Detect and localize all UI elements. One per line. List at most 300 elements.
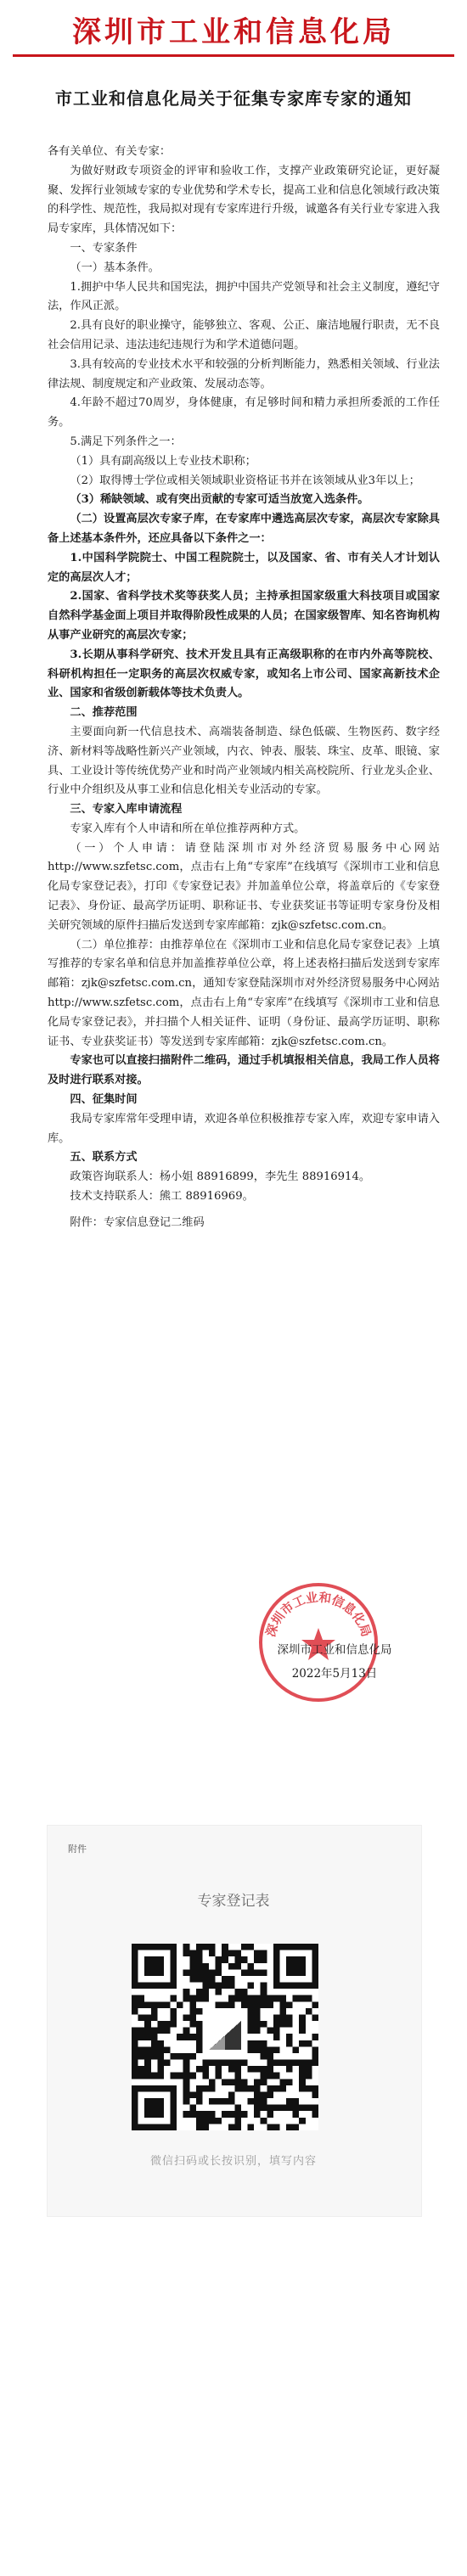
body-paragraph: 专家入库有个人申请和所在单位推荐两种方式。 xyxy=(70,822,306,835)
qr-module xyxy=(228,2091,235,2098)
qr-module xyxy=(299,2105,306,2112)
qr-module xyxy=(234,2111,241,2118)
qr-module xyxy=(261,2053,267,2060)
qr-module xyxy=(273,1995,280,2002)
qr-module xyxy=(299,2040,306,2047)
qr-module xyxy=(144,2098,164,2118)
qr-module xyxy=(254,2105,261,2112)
qr-module xyxy=(254,1995,261,2002)
qr-module xyxy=(254,2111,261,2118)
qr-module xyxy=(216,2060,222,2067)
qr-module xyxy=(254,2028,261,2034)
qr-module xyxy=(138,2034,145,2040)
body-paragraph xyxy=(48,1207,440,1214)
qr-module xyxy=(312,2085,318,2092)
qr-module xyxy=(279,2001,286,2008)
qr-module xyxy=(189,2073,196,2079)
qr-module xyxy=(222,1950,228,1957)
qr-module xyxy=(196,2085,203,2092)
qr-module xyxy=(286,2014,293,2021)
qr-module xyxy=(189,2053,196,2060)
qr-module xyxy=(209,2079,216,2085)
qr-module xyxy=(151,2001,158,2008)
qr-module xyxy=(202,1976,209,1983)
qr-module xyxy=(151,2028,158,2034)
qr-module xyxy=(306,2040,312,2047)
qr-module xyxy=(228,2124,235,2130)
qr-module xyxy=(132,2001,138,2008)
qr-module xyxy=(189,2091,196,2098)
qr-module xyxy=(312,2105,318,2112)
qr-module xyxy=(267,1995,273,2002)
qr-module xyxy=(312,2046,318,2053)
qr-module xyxy=(183,2014,190,2021)
qr-module xyxy=(273,2034,280,2040)
qr-module xyxy=(267,2091,273,2098)
body-paragraph: 一、专家条件 xyxy=(70,241,138,255)
qr-module xyxy=(138,1995,145,2002)
qr-module xyxy=(132,2040,138,2047)
qr-module xyxy=(183,1950,190,1957)
qr-module xyxy=(189,1969,196,1976)
qr-module xyxy=(267,2111,273,2118)
qr-module xyxy=(189,1976,196,1983)
body-paragraph: 专家也可以直接扫描附件二维码，通过手机填报相关信息，我局工作人员将及时进行联系对接。 xyxy=(48,1054,440,1087)
qr-module xyxy=(189,1950,196,1957)
notice-body xyxy=(48,143,440,1233)
qr-module xyxy=(222,2111,228,2118)
qr-module xyxy=(138,2073,145,2079)
qr-module xyxy=(261,1983,267,1990)
qr-module xyxy=(209,1950,216,1957)
qr-module xyxy=(157,2053,164,2060)
qr-module xyxy=(132,2073,138,2079)
qr-module xyxy=(209,2111,216,2118)
qr-module xyxy=(279,2085,286,2092)
qr-module xyxy=(171,2073,177,2079)
qr-module xyxy=(248,2085,255,2092)
qr-module xyxy=(222,2001,228,2008)
qr-module xyxy=(196,2046,203,2053)
body-paragraph: 3.具有较高的专业技术水平和较强的分析判断能力，熟悉相关领域、行业法律法规、制度规定和产业政策、发展动态等。 xyxy=(48,357,440,390)
qr-module xyxy=(132,1995,138,2002)
qr-module xyxy=(216,1956,222,1963)
qr-module xyxy=(273,2046,280,2053)
qr-module xyxy=(306,2073,312,2079)
qr-module xyxy=(222,1983,228,1990)
qr-module xyxy=(267,2053,273,2060)
qr-module xyxy=(254,1969,261,1976)
qr-module xyxy=(306,2066,312,2073)
qr-module xyxy=(144,1956,164,1976)
qr-module xyxy=(248,1963,255,1970)
qr-module xyxy=(286,2001,293,2008)
qr-module xyxy=(202,1969,209,1976)
qr-module xyxy=(248,1983,255,1990)
qr-module xyxy=(177,2001,183,2008)
qr-module xyxy=(254,2008,261,2015)
qr-module xyxy=(279,2008,286,2015)
qr-module xyxy=(164,2046,171,2053)
qr-module xyxy=(144,2060,151,2067)
qr-module xyxy=(144,2001,151,2008)
qr-module xyxy=(254,2021,261,2028)
qr-module xyxy=(261,2105,267,2112)
qr-module xyxy=(202,1963,209,1970)
qr-module xyxy=(254,2091,261,2098)
qr-module xyxy=(273,2105,280,2112)
qr-module xyxy=(132,2028,138,2034)
qr-module xyxy=(286,2066,293,2073)
qr-module xyxy=(202,2060,209,2067)
qr-module xyxy=(293,2111,300,2118)
qr-module xyxy=(241,2001,248,2008)
body-paragraph: 我局专家库常年受理申请，欢迎各单位积极推荐专家入库，欢迎专家申请入库。 xyxy=(48,1112,440,1145)
qr-module xyxy=(151,2040,158,2047)
qr-module xyxy=(234,1956,241,1963)
qr-module xyxy=(293,2060,300,2067)
qr-module xyxy=(202,2118,209,2124)
qr-module xyxy=(216,1983,222,1990)
qr-module xyxy=(241,2079,248,2085)
qr-module xyxy=(241,1944,248,1950)
qr-module xyxy=(202,2085,209,2092)
qr-module xyxy=(222,2098,228,2105)
attachment-tag: 附件 xyxy=(68,1844,87,1855)
qr-module xyxy=(286,1956,306,1976)
qr-module xyxy=(144,2028,151,2034)
qr-module xyxy=(306,2085,312,2092)
qr-module xyxy=(151,2046,158,2053)
qr-module xyxy=(196,2021,203,2028)
body-paragraph: （一）个人申请：请登陆深圳市对外经济贸易服务中心网站http://www.szfetsc.com，点击右上角“专家库”在线填写《深圳市工业和信息化局专家登记表》，打印《专家登记表》并加盖单位公章，将盖章后的《专家登记表》、身份证、最高学历证明、职称证书、专业获奖证书等证明专家身份及相关研究领域的原件扫描后发送到专家库邮箱：zjk@szfetsc.com.cn。 xyxy=(48,841,440,932)
qr-module xyxy=(216,1989,222,1995)
qr-module xyxy=(202,2111,209,2118)
qr-module xyxy=(254,2046,261,2053)
qr-module xyxy=(144,2021,151,2028)
qr-module xyxy=(286,2105,293,2112)
signature-date: 2022年5月13日 xyxy=(291,1667,378,1681)
qr-module xyxy=(196,1969,203,1976)
qr-module xyxy=(209,2098,216,2105)
qr-module xyxy=(254,2066,261,2073)
qr-module xyxy=(196,2040,203,2047)
qr-module xyxy=(177,2073,183,2079)
qr-module xyxy=(273,2028,280,2034)
qr-module xyxy=(202,2073,209,2079)
qr-module xyxy=(171,1995,177,2002)
qr-module xyxy=(286,2079,293,2085)
qr-module xyxy=(234,1950,241,1957)
qr-module xyxy=(216,2073,222,2079)
qr-module xyxy=(132,2060,138,2067)
qr-module xyxy=(222,2079,228,2085)
qr-module xyxy=(299,2060,306,2067)
qr-module xyxy=(196,2066,203,2073)
qr-module xyxy=(196,1995,203,2002)
qr-module xyxy=(228,2001,235,2008)
qr-module xyxy=(234,2118,241,2124)
body-paragraph: 2.国家、省科学技术奖等获奖人员；主持承担国家级重大科技项目或国家自然科学基金面上项目并取得阶段性成果的人员；在国家级智库、知名咨询机构从事产业研究的高层次专家； xyxy=(48,590,440,642)
body-paragraph: 为做好财政专项资金的评审和验收工作，支撑产业政策研究论证，更好凝聚、发挥行业领域专家的专业优势和学术专长，提高工业和信息化领域行政决策的科学性、规范性，我局拟对现有专家库进行升级，诚邀各有关行业专家进入我局专家库，具体情况如下： xyxy=(48,164,440,236)
qr-module xyxy=(138,2014,145,2021)
qr-module xyxy=(234,2066,241,2073)
qr-module xyxy=(273,2073,280,2079)
qr-module xyxy=(196,1976,203,1983)
body-paragraph: 各有关单位、有关专家： xyxy=(48,145,172,158)
qr-module xyxy=(254,2040,261,2047)
qr-module xyxy=(234,2085,241,2092)
masthead xyxy=(0,0,467,61)
qr-module xyxy=(183,2098,190,2105)
qr-module xyxy=(216,2066,222,2073)
qr-module xyxy=(132,2046,138,2053)
qr-module xyxy=(293,2098,300,2105)
qr-module xyxy=(312,2053,318,2060)
body-paragraph: 1.中国科学院院士、中国工程院院士，以及国家、省、市有关人才计划认定的高层次人才； xyxy=(48,551,440,584)
body-paragraph: 四、征集时间 xyxy=(70,1093,138,1107)
body-paragraph: 政策咨询联系人：杨小姐 88916899，李先生 88916914。 xyxy=(70,1170,371,1184)
qr-module xyxy=(248,2046,255,2053)
qr-module xyxy=(261,1950,267,1957)
body-paragraph: 三、专家入库申请流程 xyxy=(70,803,183,817)
qr-module xyxy=(183,1969,190,1976)
qr-module xyxy=(279,1995,286,2002)
qr-module xyxy=(299,1995,306,2002)
body-paragraph: 5.满足下列条件之一： xyxy=(70,435,182,448)
qr-module xyxy=(312,2034,318,2040)
qr-module xyxy=(261,2021,267,2028)
qr-module xyxy=(234,2073,241,2079)
qr-module xyxy=(299,2066,306,2073)
qr-module xyxy=(216,2001,222,2008)
qr-module xyxy=(248,1944,255,1950)
qr-module xyxy=(261,1995,267,2002)
registration-form-title: 专家登记表 xyxy=(197,1893,270,1910)
qr-module xyxy=(261,2091,267,2098)
qr-module xyxy=(138,2053,145,2060)
qr-module xyxy=(189,1963,196,1970)
qr-module xyxy=(183,2111,190,2118)
qr-module xyxy=(151,2014,158,2021)
qr-module xyxy=(183,2079,190,2085)
qr-module xyxy=(209,1944,216,1950)
qr-module xyxy=(299,2085,306,2092)
qr-module xyxy=(222,1976,228,1983)
qr-module xyxy=(228,1963,235,1970)
qr-module xyxy=(183,2028,190,2034)
qr-module xyxy=(132,2053,138,2060)
qr-module xyxy=(248,1995,255,2002)
qr-module xyxy=(189,2001,196,2008)
qr-module xyxy=(164,2021,171,2028)
qr-module xyxy=(151,2034,158,2040)
qr-module xyxy=(228,2060,235,2067)
qr-module xyxy=(222,2060,228,2067)
qr-module xyxy=(306,1995,312,2002)
qr-module xyxy=(273,2014,280,2021)
qr-module xyxy=(299,2021,306,2028)
qr-module xyxy=(248,2008,255,2015)
qr-module xyxy=(254,1950,261,1957)
notice-title: 市工业和信息化局关于征集专家库专家的通知 xyxy=(55,88,412,109)
qr-module xyxy=(254,2085,261,2092)
qr-module xyxy=(261,2079,267,2085)
qr-module xyxy=(261,2118,267,2124)
qr-module xyxy=(177,2034,183,2040)
qr-module xyxy=(183,1944,190,1950)
qr-module xyxy=(132,2008,138,2015)
qr-module xyxy=(196,1956,203,1963)
qr-module xyxy=(248,2001,255,2008)
qr-module xyxy=(202,1995,209,2002)
qr-module xyxy=(261,2001,267,2008)
qr-module xyxy=(183,2034,190,2040)
qr-module xyxy=(196,1989,203,1995)
qr-module xyxy=(241,1995,248,2002)
qr-module xyxy=(248,2124,255,2130)
qr-module xyxy=(151,2053,158,2060)
qr-module xyxy=(189,1956,196,1963)
qr-module xyxy=(299,2073,306,2079)
qr-module xyxy=(189,2014,196,2021)
body-paragraph: 五、联系方式 xyxy=(70,1151,138,1165)
body-paragraph: 1.拥护中华人民共和国宪法，拥护中国共产党领导和社会主义制度，遵纪守法，作风正派。 xyxy=(48,280,440,313)
qr-module xyxy=(286,2034,293,2040)
qr-module xyxy=(261,2073,267,2079)
qr-module xyxy=(279,2079,286,2085)
qr-module xyxy=(216,2098,222,2105)
qr-module xyxy=(299,2028,306,2034)
body-paragraph: （二）单位推荐：由推荐单位在《深圳市工业和信息化局专家登记表》上填写推荐的专家名单和信息并加盖推荐单位公章，将上述表格扫描后发送到专家库邮箱：zjk@szfetsc.com.cn，通知专家登陆深圳市对外经济贸易服务中心网站http://www.szfetsc.com，点击右上角“专家库”在线填写《深圳市工业和信息化局专家登记表》，并扫描个人相关证件、证明（身份证、最高学历证明、职称证书、专业获奖证书）等发送到专家库邮箱：zjk@szfetsc.com.cn。 xyxy=(48,938,440,1048)
body-paragraph: 2.具有良好的职业操守，能够独立、客观、公正、廉洁地履行职责，无不良社会信用记录、违法违纪违规行为和学术道德问题。 xyxy=(48,319,440,351)
qr-module xyxy=(138,2046,145,2053)
qr-module xyxy=(228,1983,235,1990)
registration-qr-code[interactable] xyxy=(132,1944,318,2130)
qr-module xyxy=(299,2079,306,2085)
qr-module xyxy=(306,2105,312,2112)
qr-module xyxy=(248,2014,255,2021)
qr-module xyxy=(267,2001,273,2008)
qr-module xyxy=(234,1989,241,1995)
qr-module xyxy=(261,1989,267,1995)
qr-module xyxy=(183,2085,190,2092)
qr-module xyxy=(241,1956,248,1963)
qr-module xyxy=(234,1995,241,2002)
seal-lettering: 深圳市工业和信息化局 xyxy=(264,1591,373,1639)
masthead-red-rule xyxy=(13,54,454,57)
qr-module xyxy=(267,2105,273,2112)
qr-module xyxy=(293,2105,300,2112)
qr-module xyxy=(234,2124,241,2130)
body-paragraph: （一）基本条件。 xyxy=(70,261,160,274)
qr-module xyxy=(196,2098,203,2105)
body-paragraph: （2）取得博士学位或相关领域职业资格证书并在该领域从业3年以上； xyxy=(70,474,420,487)
qr-caption: 微信扫码或长按识别，填写内容 xyxy=(149,2155,317,2168)
qr-module xyxy=(312,2091,318,2098)
qr-module xyxy=(202,1944,209,1950)
qr-module xyxy=(228,2066,235,2073)
qr-module xyxy=(157,2060,164,2067)
qr-module xyxy=(286,2098,293,2105)
body-paragraph: 主要面向新一代信息技术、高端装备制造、绿色低碳、生物医药、数字经济、新材料等战略性新兴产业领域，内衣、钟表、服装、珠宝、皮革、眼镜、家具、工业设计等传统优势产业和时尚产业领域内相关高校院所、行业龙头企业、行业中介组织及从事工业和信息化相关专业活动的专家。 xyxy=(48,725,440,797)
qr-module xyxy=(164,2060,171,2067)
qr-module xyxy=(189,1995,196,2002)
qr-module xyxy=(241,2111,248,2118)
qr-module xyxy=(267,2028,273,2034)
qr-module xyxy=(234,1963,241,1970)
qr-module xyxy=(196,1950,203,1957)
qr-module xyxy=(234,2060,241,2067)
qr-module xyxy=(279,2014,286,2021)
qr-module xyxy=(171,2014,177,2021)
qr-module xyxy=(144,2053,151,2060)
qr-module xyxy=(248,2066,255,2073)
qr-module xyxy=(241,1969,248,1976)
qr-module xyxy=(254,2014,261,2021)
qr-module xyxy=(241,2060,248,2067)
body-paragraph: （3）稀缺领域、或有突出贡献的专家可适当放宽入选条件。 xyxy=(70,493,369,507)
qr-module xyxy=(183,2073,190,2079)
qr-module xyxy=(183,1995,190,2002)
qr-module xyxy=(171,2021,177,2028)
qr-module xyxy=(261,2066,267,2073)
qr-module xyxy=(293,1995,300,2002)
qr-module xyxy=(196,2034,203,2040)
body-paragraph: 3.长期从事科学研究、技术开发且具有正高级职称的在市内外高等院校、科研机构担任一定职务的高层次权威专家，或知名上市公司、国家高新技术企业、国家和省级创新载体等技术负责人。 xyxy=(48,648,440,700)
qr-module xyxy=(241,1989,248,1995)
qr-module xyxy=(138,2001,145,2008)
qr-module xyxy=(183,2066,190,2073)
qr-module xyxy=(286,2040,293,2047)
qr-module xyxy=(164,2001,171,2008)
qr-module xyxy=(202,1983,209,1990)
qr-module xyxy=(248,2028,255,2034)
qr-module xyxy=(312,2001,318,2008)
qr-module xyxy=(196,1963,203,1970)
qr-module xyxy=(267,2085,273,2092)
qr-module xyxy=(273,2085,280,2092)
qr-module xyxy=(216,1963,222,1970)
qr-module xyxy=(306,2008,312,2015)
qr-module xyxy=(286,2124,293,2130)
body-paragraph: （1）具有副高级以上专业技术职称； xyxy=(70,454,256,468)
qr-module xyxy=(196,2091,203,2098)
qr-module xyxy=(261,2040,267,2047)
qr-module xyxy=(183,2053,190,2060)
qr-module xyxy=(216,2118,222,2124)
qr-module xyxy=(267,2060,273,2067)
qr-module xyxy=(144,2073,151,2079)
qr-module xyxy=(144,2014,151,2021)
qr-module xyxy=(189,2105,196,2112)
qr-module xyxy=(254,2001,261,2008)
qr-module xyxy=(222,1956,228,1963)
qr-module xyxy=(202,2066,209,2073)
qr-module xyxy=(222,1944,228,1950)
qr-module xyxy=(151,2073,158,2079)
qr-module xyxy=(248,2040,255,2047)
qr-module xyxy=(273,2124,280,2130)
qr-module xyxy=(196,2008,203,2015)
qr-module xyxy=(228,1976,235,1983)
qr-module xyxy=(144,2066,151,2073)
body-paragraph: 技术支持联系人：熊工 88916969。 xyxy=(70,1190,254,1204)
qr-module xyxy=(261,1969,267,1976)
qr-module xyxy=(157,2028,164,2034)
qr-module xyxy=(196,1944,203,1950)
body-paragraph: （二）设置高层次专家子库，在专家库中遴选高层次专家，高层次专家除具备上述基本条件外，还应具备以下条件之一： xyxy=(48,513,440,545)
